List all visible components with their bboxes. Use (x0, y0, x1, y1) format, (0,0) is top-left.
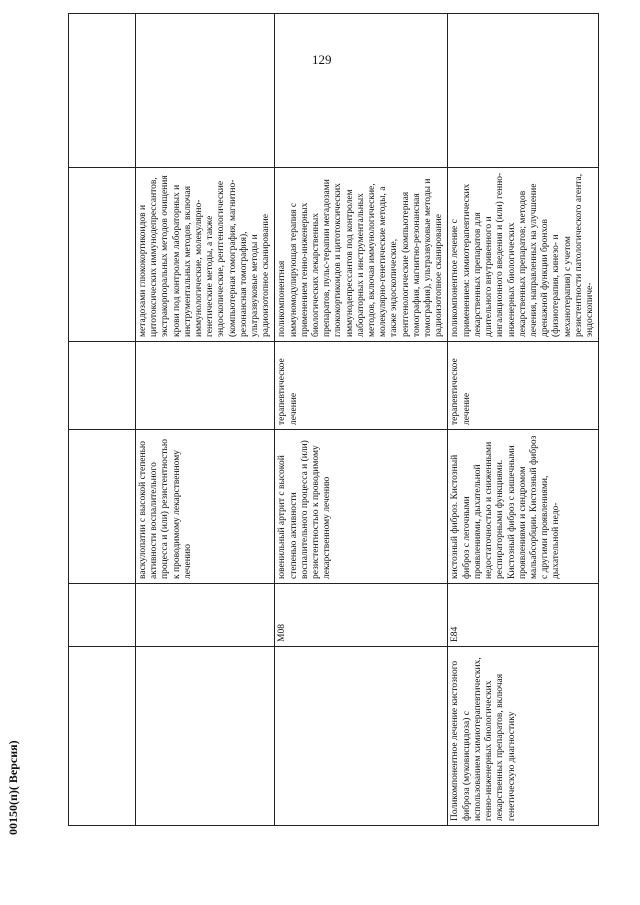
table-cell (275, 14, 448, 168)
table-row (136, 14, 275, 826)
treatment-type: терапевтическое лечение (277, 358, 299, 425)
table-cell (69, 584, 136, 647)
document-footer: 00150(п)( Версия) (6, 740, 20, 835)
table-cell (448, 647, 599, 826)
treatment-table (68, 13, 599, 826)
table-cell (448, 14, 599, 168)
table-row (275, 14, 448, 826)
table-row (69, 14, 136, 826)
diagnosis-text: ювенильный артрит с высокой степенью активности воспалительного процесса и (или) резистентностью к проводимому лекарственному лечению (277, 440, 333, 579)
table-cell (448, 584, 599, 647)
table-cell (275, 342, 448, 430)
table-cell (448, 430, 599, 584)
table-cell (136, 342, 275, 430)
table-cell (136, 584, 275, 647)
table-cell (275, 647, 448, 826)
table-cell (69, 168, 136, 342)
table-cell (136, 647, 275, 826)
rotated-table-region (68, 68, 595, 826)
table-cell (448, 168, 599, 342)
treatment-method-text: поликомпонентная иммуномодулирующая терапия с применением генно-инженерных биологических лекарственных препаратов, пульс-терапии мегадозами глюкокортикоидов и цитотоксических иммунодепрессантов под контролем лабораторных и инструментальных методов, включая иммунологические, молекулярно-генетические методы, а также эндоскопические, рентгенологические (компьютерная томография, магнитно-резонансная томография), ультразвуковые методы и радиоизотопное сканирование (277, 178, 445, 337)
table-cell (136, 168, 275, 342)
table-cell (448, 342, 599, 430)
page-number: 129 (312, 52, 332, 67)
treatment-method-text: поликомпонентное лечение с применением: химиотерапевтических лекарственных препаратов для длительного внутривенного и ингаляционного введения и (или) генно-инженерных биологических лекарственных препаратов; методов лечения, направленных на улучшение дренажной функции бронхов (физиотерапия, кинезо- и механотерапия) с учетом резистентности патологического агента, эндоскопиче- (450, 172, 595, 337)
treatment-method-text: метадозами глюкокортикоидов и цитотоксических иммунодепрессантов, экстракорпоральных методов очищения крови под контролем лабораторных и инструментальных методов, включая иммунологические, молекулярно-генетические методы, а также эндоскопические, рентгенологические (компьютерная томография, магнитно-резонансная томография), ультразвуковые методы и радиоизотопное сканирование (138, 175, 272, 337)
table-cell (275, 584, 448, 647)
treatment-type: терапевтическое лечение (450, 358, 472, 425)
table-cell (275, 430, 448, 584)
care-type-text: Поликомпонентное лечение кистозного фиброза (муковисцидоза) с использованием химиотерапевтических, генно-инженерных биологических лекарственных препаратов, включая генетическую диагностику (450, 657, 517, 821)
table-cell (69, 647, 136, 826)
icd-code: M08 (277, 624, 288, 642)
table-cell (69, 342, 136, 430)
table-row (448, 14, 599, 826)
table-cell (69, 430, 136, 584)
table-cell (69, 14, 136, 168)
table-cell (136, 430, 275, 584)
table-cell (275, 168, 448, 342)
icd-code: E84 (450, 626, 461, 642)
diagnosis-text: васкулопатии с высокой степенью активности воспалительного процесса и (или) резистентностью к проводимому лекарственному лечению (138, 439, 193, 579)
diagnosis-text: кистозный фиброз. Кистозный фиброз с легочными проявлениями, дыхательной недостаточностью и сниженными респираторными функциями. Кистозный фиброз с кишечными проявлениями и синдромом мальабсорбции. Кистозный фиброз с другими проявлениями, дыхательной недо- (450, 435, 562, 579)
table-cell (136, 14, 275, 168)
